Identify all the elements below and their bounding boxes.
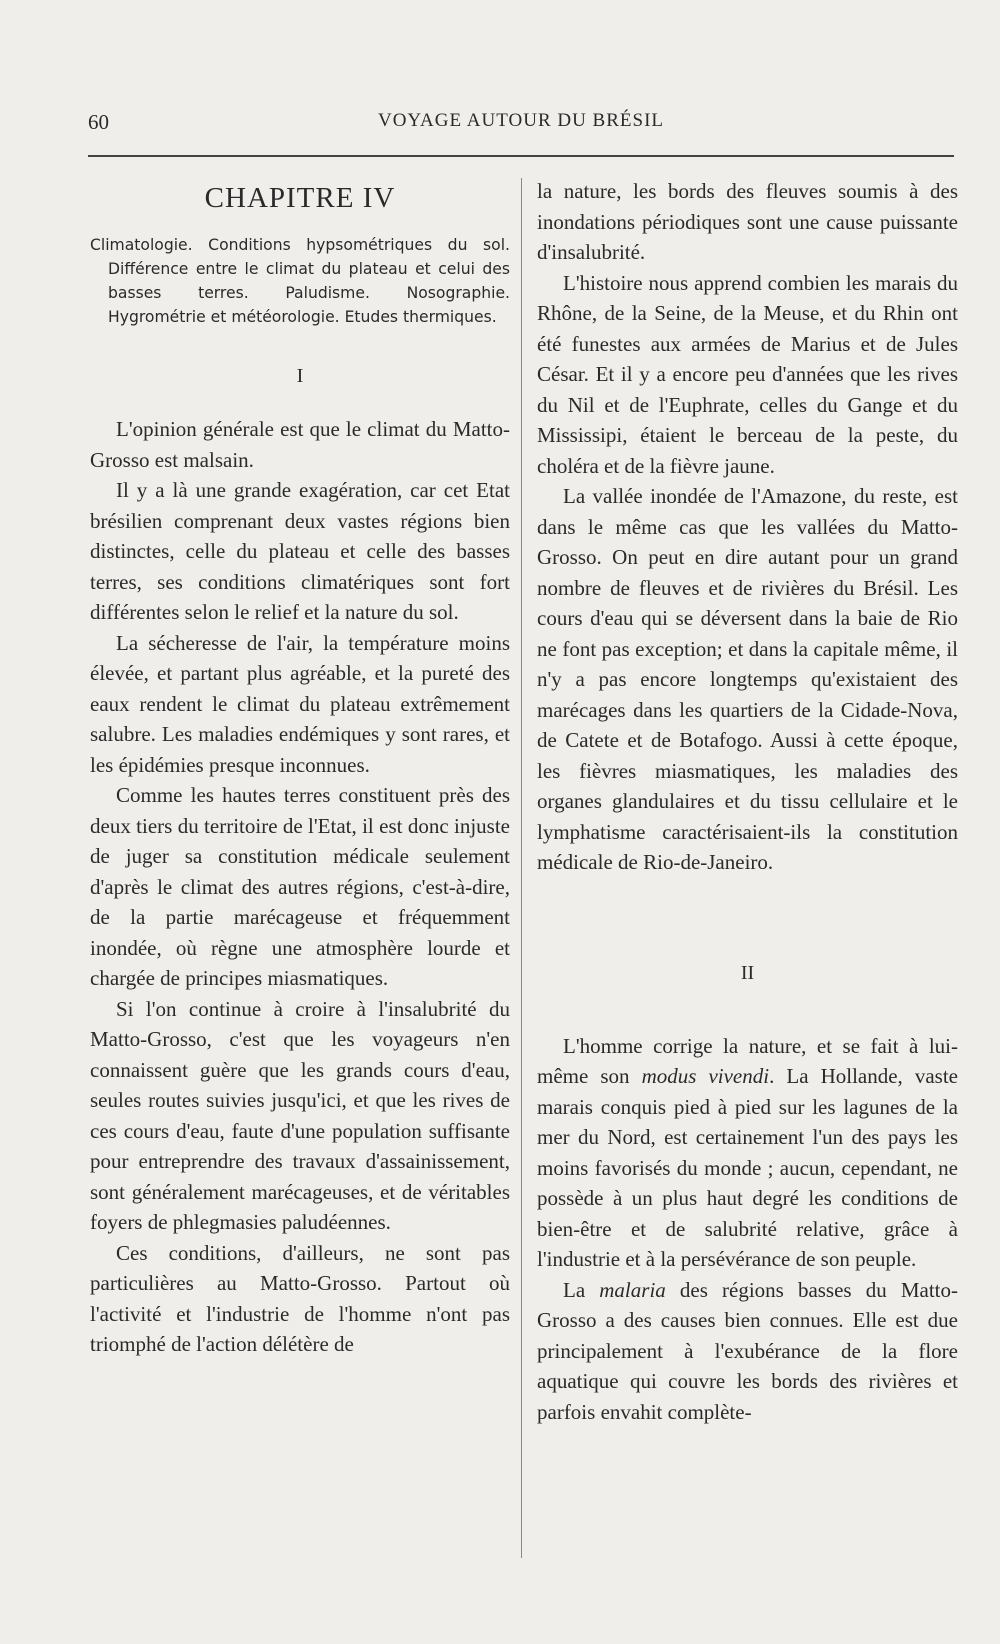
- paragraph: Ces conditions, d'ailleurs, ne sont pas particulières au Matto-Grosso. Partout où l'activité et l'industrie de l'homme n'ont pas triomphé de l'action délétère de: [90, 1240, 510, 1356]
- paragraph: La vallée inondée de l'Amazone, du reste, est dans le même cas que les vallées du Matto-Grosso. On peut en dire autant pour un grand nombre de fleuves et de rivières du Brésil. Les cours d'eau qui se déversent dans la baie de Rio ne font pas exception; et dans la capitale même, il n'y a pas encore longtemps qu'existaient des marécages dans les quartiers de la Cidade-Nova, de Catete et de Botafogo. Aussi à cette époque, les fièvres miasmatiques, les maladies des organes glandulaires et du tissu cellulaire et le lymphatisme caractérisaient-ils la constitution médicale de Rio-de-Janeiro.: [537, 484, 958, 874]
- text-run: . La Hollande, vaste marais conquis pied à pied sur les lagunes de la mer du Nord, est certainement l'un des pays les moins favorisés du monde ; aucun, cependant, ne possède à un plus haut degré les conditions de bien-être et de salubrité relative, grâce à l'industrie et à la persévérance de son peuple.: [537, 1064, 958, 1271]
- header-rule: [88, 155, 954, 157]
- text-run: La: [563, 1277, 600, 1302]
- page-number: 60: [88, 110, 109, 134]
- paragraph: Comme les hautes terres constituent près des deux tiers du territoire de l'Etat, il est donc injuste de juger sa constitution médicale seulement d'après le climat des autres régions, c'est-à-dire, de la partie marécageuse et fréquemment inondée, où règne une atmosphère lourde et chargée de principes miasmatiques.: [90, 783, 510, 990]
- paragraph: Si l'on continue à croire à l'insalubrité du Matto-Grosso, c'est que les voyageurs n'en connaissent guère que les grands cours d'eau, seules routes suivies jusqu'ici, et que les rives de ces cours d'eau, faute d'une population suffisante pour entreprendre des travaux d'assainissement, sont généralement marécageuses, et de véritables foyers de phlegmasies paludéennes.: [90, 996, 510, 1234]
- section-number-2: II: [740, 961, 755, 984]
- running-title: VOYAGE AUTOUR DU BRÉSIL: [377, 110, 665, 131]
- right-column: [537, 176, 958, 1427]
- text-run: des régions basses du Matto-Grosso a des causes bien connues. Elle est due principalement à l'exubérance de la flore aquatique qui couvre les bords des rivières et parfois envahit complète-: [537, 1277, 958, 1424]
- paragraph: [537, 1275, 958, 1428]
- paragraph: La sécheresse de l'air, la température moins élevée, et partant plus agréable, et la pureté des eaux rendent le climat du plateau extrêmement salubre. Les maladies endémiques y sont rares, et les épidémies presque inconnues.: [90, 630, 510, 777]
- paragraph-continuation: la nature, les bords des fleuves soumis à des inondations périodiques sont une cause puissante d'insalubrité.: [537, 179, 958, 264]
- column-divider: [521, 178, 522, 1558]
- paragraph: Il y a là une grande exagération, car cet Etat brésilien comprenant deux vastes régions bien distinctes, celle du plateau et celle des basses terres, ses conditions climatériques sont fort différentes selon le relief et la nature du sol.: [90, 478, 510, 624]
- left-column: [90, 176, 510, 1360]
- paragraph: L'histoire nous apprend combien les marais du Rhône, de la Seine, de la Meuse, et du Rhin ont été funestes aux armées de Marius et de Jules César. Et il y a encore peu d'années que les rives du Nil et de l'Euphrate, celles du Gange et du Mississipi, étaient le berceau de la peste, du choléra et de la fièvre jaune.: [537, 270, 958, 478]
- paragraph: L'opinion générale est que le climat du Matto-Grosso est malsain.: [90, 417, 510, 472]
- italic-term: modus vivendi: [641, 1064, 770, 1088]
- text-run: L'homme corrige la nature, et se fait à lui-même son: [537, 1033, 958, 1088]
- paragraph: [537, 1031, 958, 1275]
- italic-term: malaria: [599, 1277, 666, 1302]
- section-number-1: I: [296, 365, 304, 387]
- section-spacer: [537, 878, 958, 962]
- running-head: [88, 110, 954, 138]
- chapter-title: CHAPITRE IV: [204, 182, 396, 214]
- chapter-summary: Climatologie. Conditions hypsométriques du sol. Différence entre le climat du plateau et celui des basses terres. Paludisme. Nosographie. Hygrométrie et météorologie. Etudes thermiques.: [90, 236, 510, 326]
